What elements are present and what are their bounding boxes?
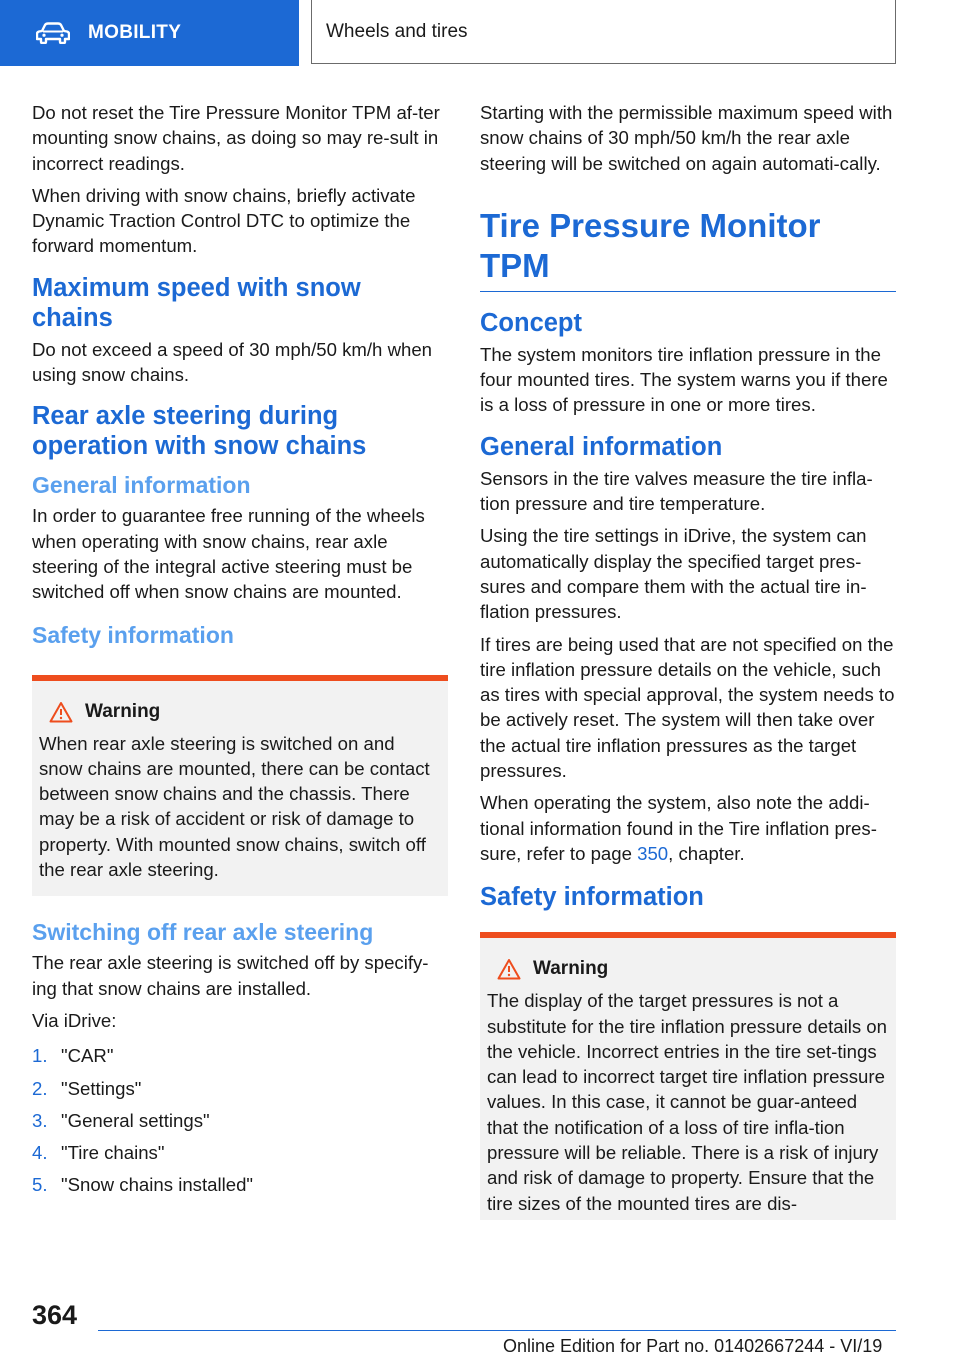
car-icon <box>36 22 70 44</box>
idrive-steps-list <box>32 1043 448 1197</box>
paragraph: Via iDrive: <box>32 1009 117 1031</box>
heading-switching-off: Switching off rear axle steering <box>32 919 374 946</box>
footer-divider <box>98 1330 896 1331</box>
step-text: "Snow chains installed" <box>61 1174 254 1196</box>
paragraph <box>480 790 896 866</box>
warning-header <box>487 958 890 980</box>
list-item <box>32 1140 448 1165</box>
heading-general-information: General information <box>480 432 723 461</box>
paragraph-text: When operating the system, also note the addi-tional information found in the Tire inflation pres-sure, refer to page <box>480 792 877 864</box>
step-text: "Tire chains" <box>61 1142 165 1164</box>
paragraph: Sensors in the tire valves measure the tire infla-tion pressure and tire temperature. <box>480 467 873 515</box>
heading-tire-pressure-monitor: Tire Pressure Monitor TPM <box>480 206 896 292</box>
paragraph: Starting with the permissible maximum speed with snow chains of 30 mph/50 km/h the rear axle steering will be switched on again automati-cally. <box>480 102 893 174</box>
warning-text: The display of the target pressures is not a substitute for the tire inflation pressure details on the vehicle. Incorrect entries in the tire set-tings can lead to incorrect target tire inflation pressure values. In this case, it cannot be guar-anteed that the notification of a loss of tire infla-tion pressure will be reliable. There is a risk of injury and risk of damage to property. Ensure that the tire sizes of the mounted tires are dis- <box>487 990 887 1214</box>
step-number: 1. <box>32 1045 48 1067</box>
section-label: MOBILITY <box>88 22 182 43</box>
paragraph: Using the tire settings in iDrive, the system can automatically display the specified target pres-sures and compare them with the actual tire in-flation pressures. <box>480 525 867 623</box>
list-item <box>32 1172 448 1197</box>
paragraph: The rear axle steering is switched off by specify-ing that snow chains are installed. <box>32 952 429 999</box>
step-number: 2. <box>32 1077 48 1099</box>
heading-safety-information: Safety information <box>32 621 234 648</box>
paragraph: When driving with snow chains, briefly activate Dynamic Traction Control DTC to optimize the forward momentum. <box>32 184 416 257</box>
heading-max-speed: Maximum speed with snow chains <box>32 273 361 332</box>
warning-box <box>480 932 896 1220</box>
page-reference-link[interactable]: 350 <box>637 842 669 864</box>
step-number: 5. <box>32 1174 48 1196</box>
heading-general-information: General information <box>32 472 251 499</box>
chapter-tab <box>311 0 896 64</box>
warning-box <box>32 675 448 897</box>
step-number: 4. <box>32 1142 48 1164</box>
section-tab-mobility <box>0 0 299 66</box>
step-text: "General settings" <box>61 1109 210 1131</box>
warning-triangle-icon <box>49 701 73 723</box>
paragraph: If tires are being used that are not specified on the tire inflation pressure details on the vehicle, such as tires with special approval, the system needs to be actively reset. The system will then take over the actual tire inflation pressures as the target pressures. <box>480 633 895 782</box>
list-item <box>32 1043 448 1068</box>
warning-header <box>39 701 442 723</box>
heading-safety-information: Safety information <box>480 883 704 912</box>
step-text: "CAR" <box>61 1045 114 1067</box>
list-item <box>32 1108 448 1133</box>
step-number: 3. <box>32 1109 48 1131</box>
page-header <box>0 0 960 66</box>
heading-concept: Concept <box>480 308 582 337</box>
chapter-title: Wheels and tires <box>326 20 468 42</box>
paragraph: Do not reset the Tire Pressure Monitor TPM af-ter mounting snow chains, as doing so may re-sult in incorrect readings. <box>32 102 440 174</box>
left-column <box>32 100 448 1205</box>
warning-title: Warning <box>533 958 609 980</box>
paragraph: Do not exceed a speed of 30 mph/50 km/h when using snow chains. <box>32 338 433 386</box>
heading-rear-axle-steering: Rear axle steering during operation with snow chains <box>32 402 367 461</box>
paragraph: The system monitors tire inflation pressure in the four mounted tires. The system warns you if there is a loss of pressure in one or more tires. <box>480 343 888 416</box>
warning-triangle-icon <box>497 958 521 980</box>
edition-text: Online Edition for Part no. 01402667244 - VI/19 <box>503 1336 883 1356</box>
right-column <box>480 100 896 1220</box>
list-item <box>32 1076 448 1101</box>
paragraph: In order to guarantee free running of the wheels when operating with snow chains, rear axle steering of the integral active steering must be switched off when snow chains are mounted. <box>32 505 425 603</box>
paragraph-text: , chapter. <box>668 842 745 864</box>
warning-text: When rear axle steering is switched on and snow chains are mounted, there can be contact between snow chains and the chassis. There may be a risk of accident or risk of damage to property. With mounted snow chains, switch off the rear axle steering. <box>39 732 430 881</box>
step-text: "Settings" <box>61 1077 142 1099</box>
page-number: 364 <box>32 1300 78 1330</box>
warning-title: Warning <box>85 700 161 722</box>
